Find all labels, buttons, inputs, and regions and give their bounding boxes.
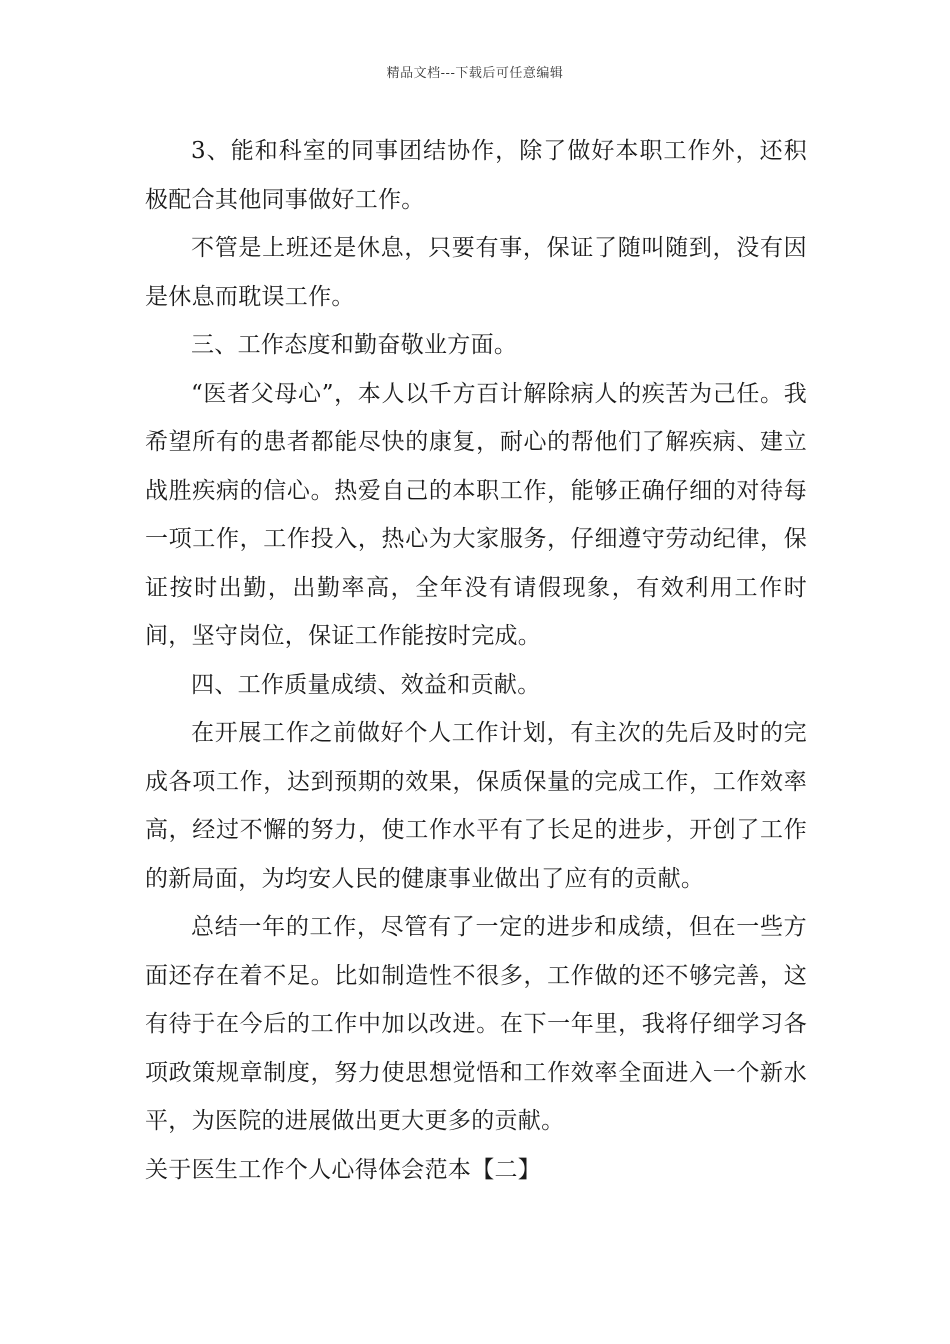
heading-work-attitude: 三、工作态度和勤奋敬业方面。 [191, 332, 518, 358]
paragraph-work-quality: 在开展工作之前做好个人工作计划，有主次的先后及时的完成各项工作，达到预期的效果，保质保量的完成工作，工作效率高，经过不懈的努力，使工作水平有了长足的进步，开创了工作的新局面，为均安人民的健康事业做出了应有的贡献。 [145, 720, 807, 892]
paragraph-work-attitude: “医者父母心”，本人以千方百计解除病人的疾苦为己任。我希望所有的患者都能尽快的康复，耐心的帮他们了解疾病、建立战胜疾病的信心。热爱自己的本职工作，能够正确仔细的对待每一项工作，工作投入，热心为大家服务，仔细遵守劳动纪律，保证按时出勤，出勤率高，全年没有请假现象，有效利用工作时间，坚守岗位，保证工作能按时完成。 [145, 380, 807, 649]
page-header: 精品文档---下载后可任意编辑 [386, 66, 564, 81]
paragraph-on-call: 不管是上班还是休息，只要有事，保证了随叫随到，没有因是休息而耽误工作。 [145, 235, 807, 310]
paragraph-summary: 总结一年的工作，尽管有了一定的进步和成绩，但在一些方面还存在着不足。比如制造性不很多，工作做的还不够完善，这有待于在今后的工作中加以改进。在下一年里，我将仔细学习各项政策规章制度，努力使思想觉悟和工作效率全面进入一个新水平，为医院的进展做出更大更多的贡献。 [145, 914, 807, 1134]
document-body [145, 127, 807, 1194]
paragraph-item-3: 3、能和科室的同事团结协作，除了做好本职工作外，还积极配合其他同事做好工作。 [145, 138, 807, 213]
heading-work-quality: 四、工作质量成绩、效益和贡献。 [191, 671, 541, 698]
section-title: 关于医生工作个人心得体会范本【二】 [145, 1156, 542, 1183]
